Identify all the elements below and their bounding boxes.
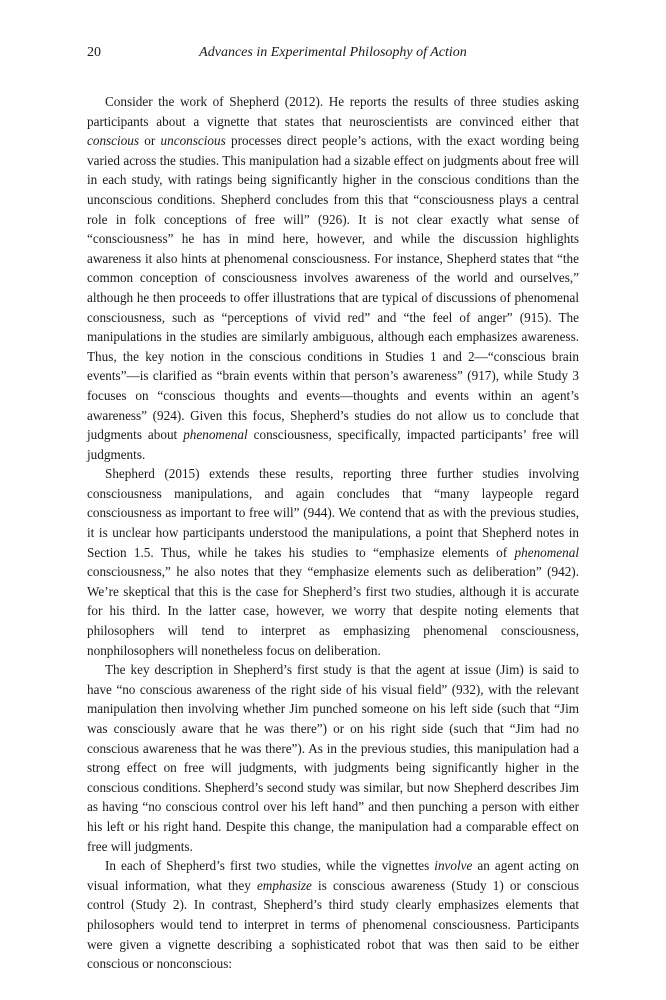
italic-text: phenomenal [183,427,248,443]
running-title: Advances in Experimental Philosophy of Action [199,45,467,60]
italic-text: conscious [87,133,140,149]
text-segment: Consider the work of Shepherd (2012). He reports the results of three studies asking participants about a vignette that states that neuroscientists are convinced either that [87,94,579,129]
body-text [87,92,579,974]
paragraph [87,856,579,974]
italic-text: unconscious [160,133,226,149]
italic-text: phenomenal [514,544,579,560]
text-segment: processes direct people’s actions, with the exact wording being varied across the studies. This manipulation had a sizable effect on judgments about free will in each study, with ratings being significantly higher in the conscious conditions than the unconscious conditions. Shepherd concludes from this that “consciousness plays a central role in folk conceptions of free will” (926). It is not clear exactly what sense of “consciousness” he has in mind here, however, and while the discussion highlights awareness it also hints at phenomenal consciousness. For instance, Shepherd states that “the common conception of consciousness involves awareness of the world and ourselves,” although he then proceeds to offer illustrations that are typical of discussions of phenomenal consciousness, such as “perceptions of vivid red” and “the feel of anger” (915). The manipulations in the studies are similarly ambiguous, although each emphasizes awareness. Thus, the key notion in the conscious conditions in Studies 1 and 2—“conscious brain events”—is clarified as “brain events within that person’s awareness” (917), while Study 3 focuses on “conscious thoughts and events—thoughts and events within an agent’s awareness” (924). Given this focus, Shepherd’s studies do not allow us to conclude that judgments about [87,133,579,443]
text-segment: consciousness, specifically, impacted participants’ free will judgments. [87,427,579,462]
text-segment: an agent acting on visual information, what they [87,858,580,893]
text-segment: Shepherd (2015) extends these results, reporting three further studies involving consciousness manipulations, and again concludes that “many laypeople regard consciousness as important to free will” (944). We contend that as with the previous studies, it is unclear how participants understood the manipulations, a point that Shepherd notes in Section 1.5. Thus, while he takes his studies to “emphasize elements of [87,466,579,560]
text-segment: The key description in Shepherd’s first study is that the agent at issue (Jim) is said to have “no conscious awareness of the right side of his visual field” (932), with the relevant manipulation then involving whether Jim punched someone on his left side (such that “Jim was consciously aware that he was there”) or on his right side (such that “Jim had no conscious awareness that he was there”). As in the previous studies, this manipulation had a strong effect on free will judgments, with judgments being significantly higher in the conscious conditions. Shepherd’s second study was similar, but now Shepherd describes Jim as having “no conscious control over his left hand” and then punching a person with either his left or his right hand. Despite this change, the manipulation had a comparable effect on free will judgments. [87,662,579,854]
page-header [0,44,666,64]
paragraph [87,660,579,856]
paragraph [87,92,579,464]
text-segment: is conscious awareness (Study 1) or conscious control (Study 2). In contrast, Shepherd’s third study clearly emphasizes elements that philosophers would tend to interpret in terms of phenomenal consciousness. Participants were given a vignette describing a sophisticated robot that was then said to be either conscious or nonconscious: [87,877,579,972]
text-segment: or [139,133,161,149]
text-segment: consciousness,” he also notes that they “emphasize elements such as deliberation” (942). We’re skeptical that this is the case for Shepherd’s first two studies, although it is accurate for his third. In the latter case, however, we worry that despite noting elements that philosophers will tend to interpret as emphasizing phenomenal consciousness, nonphilosophers will nonetheless focus on deliberation. [87,564,579,658]
italic-text: involve [434,858,473,874]
page-number: 20 [87,45,101,60]
italic-text: emphasize [256,877,312,893]
text-segment: In each of Shepherd’s first two studies, while the vignettes [105,858,435,874]
paragraph [87,464,579,660]
